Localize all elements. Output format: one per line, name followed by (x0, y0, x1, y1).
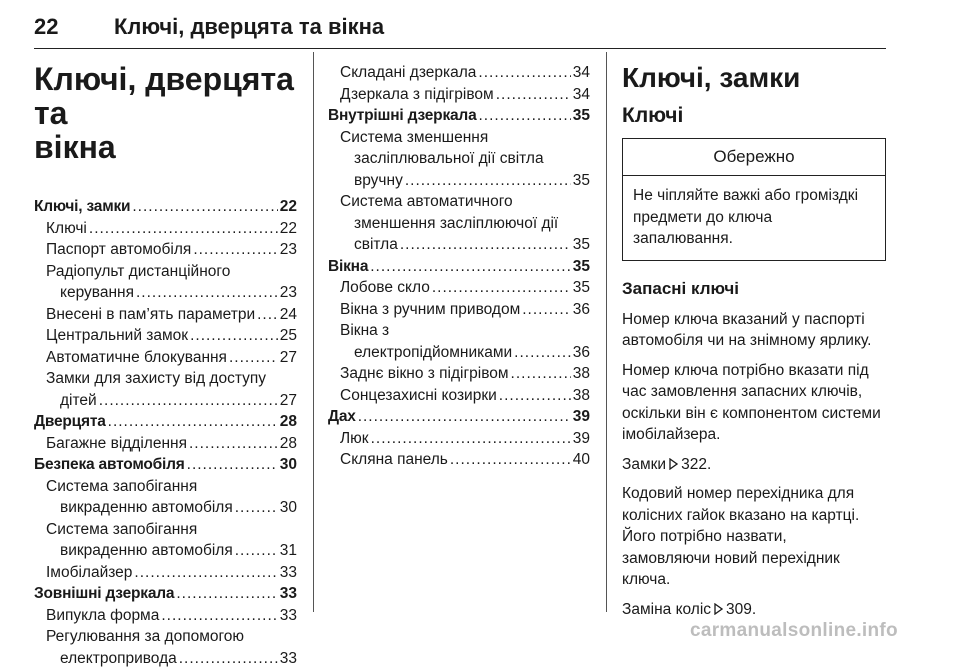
toc-entry-page: 39 (573, 406, 590, 428)
page-number: 22 (34, 14, 58, 40)
toc-entry-label[interactable]: Замки для захисту від доступу (34, 368, 297, 390)
toc-leader-dots (190, 325, 278, 347)
para-line: колісних гайок вказано на картці. (622, 505, 886, 527)
toc-list (328, 62, 590, 471)
toc-leader-dots (193, 239, 277, 261)
toc-entry-page: 38 (573, 385, 590, 407)
ref-label: Заміна коліс (622, 601, 711, 618)
toc-entry[interactable] (34, 304, 297, 326)
toc-entry-label: Внесені в пам’ять параметри (46, 304, 255, 326)
toc-entry-label[interactable]: засліплювальної дії світла (328, 148, 590, 170)
toc-entry-label: Внутрішні дзеркала (328, 105, 477, 127)
toc-leader-dots (405, 170, 571, 192)
toc-entry-page: 30 (280, 454, 297, 476)
page-reference-arrow-icon (714, 603, 723, 615)
toc-entry-page: 34 (573, 84, 590, 106)
toc-entry[interactable] (328, 299, 590, 321)
toc-entry-label: керування (60, 282, 134, 304)
toc-entry[interactable] (34, 454, 297, 476)
toc-entry-page: 39 (573, 428, 590, 450)
toc-entry-label: Ключі, замки (34, 196, 130, 218)
toc-entry[interactable] (34, 390, 297, 412)
paragraph (622, 483, 886, 591)
warning-text (623, 176, 885, 260)
para-line: імобілайзера. (622, 424, 886, 446)
toc-entry[interactable] (328, 428, 590, 450)
toc-entry[interactable] (328, 363, 590, 385)
paragraph-reference (622, 599, 886, 621)
toc-entry-label: Дверцята (34, 411, 106, 433)
toc-entry-label[interactable]: Радіопульт дистанційного (34, 261, 297, 283)
toc-entry-page: 28 (280, 411, 297, 433)
toc-entry[interactable] (328, 84, 590, 106)
toc-entry-page: 27 (280, 347, 297, 369)
toc-entry-label: електропідйомниками (354, 342, 512, 364)
toc-entry-page: 22 (280, 218, 297, 240)
toc-leader-dots (132, 196, 277, 218)
toc-leader-dots (229, 347, 278, 369)
page-header (34, 14, 886, 49)
toc-leader-dots (187, 454, 278, 476)
toc-entry-label[interactable]: Система автоматичного (328, 191, 590, 213)
para-line: автомобіля чи на знімному ярлику. (622, 330, 886, 352)
warning-box (622, 138, 886, 261)
content-column (622, 62, 886, 628)
warning-line: Не чіпляйте важкі або громіздкі (633, 185, 875, 207)
para-line: оскільки він є компонентом системи (622, 403, 886, 425)
toc-entry-label: світла (354, 234, 398, 256)
toc-entry-label: Складані дзеркала (340, 62, 476, 84)
toc-leader-dots (522, 299, 571, 321)
toc-leader-dots (432, 277, 571, 299)
toc-entry[interactable] (328, 234, 590, 256)
toc-entry[interactable] (328, 406, 590, 428)
toc-entry[interactable] (34, 239, 297, 261)
toc-leader-dots (511, 363, 571, 385)
toc-entry-page: 28 (280, 433, 297, 455)
toc-entry[interactable] (34, 218, 297, 240)
para-line: Номер ключа вказаний у паспорті (622, 309, 886, 331)
toc-leader-dots (514, 342, 571, 364)
paragraph (622, 360, 886, 446)
toc-entry-page: 34 (573, 62, 590, 84)
paragraph (622, 309, 886, 352)
toc-entry-page: 24 (280, 304, 297, 326)
toc-entry[interactable] (34, 196, 297, 218)
toc-entry-page: 33 (280, 648, 297, 669)
toc-column-1 (34, 62, 297, 669)
section-subtitle: Ключі (622, 102, 886, 130)
toc-entry[interactable] (328, 342, 590, 364)
column-divider (313, 52, 314, 612)
toc-leader-dots (189, 433, 278, 455)
toc-entry-label: вручну (354, 170, 403, 192)
warning-line: запалювання. (633, 228, 875, 250)
toc-entry-page: 38 (573, 363, 590, 385)
toc-entry-label: Вікна (328, 256, 368, 278)
toc-entry-label: дітей (60, 390, 97, 412)
toc-leader-dots (235, 497, 278, 519)
toc-entry-page: 30 (280, 497, 297, 519)
toc-entry[interactable] (328, 277, 590, 299)
toc-entry-label: Дах (328, 406, 356, 428)
toc-entry-page: 35 (573, 234, 590, 256)
para-line: час замовлення запасних ключів, (622, 381, 886, 403)
toc-entry-label[interactable]: Система запобігання (34, 476, 297, 498)
toc-entry[interactable] (34, 411, 297, 433)
toc-entry-page: 23 (280, 239, 297, 261)
toc-entry-label: Заднє вікно з підігрівом (340, 363, 509, 385)
toc-entry-label: Паспорт автомобіля (46, 239, 191, 261)
toc-leader-dots (370, 256, 571, 278)
toc-entry-label: Лобове скло (340, 277, 430, 299)
toc-entry-label[interactable]: Вікна з (328, 320, 590, 342)
toc-entry[interactable] (34, 325, 297, 347)
toc-entry-label: викраденню автомобіля (60, 540, 233, 562)
warning-line: предмети до ключа (633, 207, 875, 229)
toc-entry[interactable] (34, 605, 297, 627)
toc-entry-label: Зовнішні дзеркала (34, 583, 174, 605)
toc-entry[interactable] (34, 540, 297, 562)
toc-entry-label: Дзеркала з підігрівом (340, 84, 494, 106)
toc-entry-label: Безпека автомобіля (34, 454, 185, 476)
page-reference-arrow-icon (669, 458, 678, 470)
subsection-title: Запасні ключі (622, 277, 886, 301)
para-line: Номер ключа потрібно вказати під (622, 360, 886, 382)
toc-entry[interactable] (328, 385, 590, 407)
toc-entry-label[interactable]: Система запобігання (34, 519, 297, 541)
chapter-title (34, 62, 297, 164)
para-line: Кодовий номер перехідника для (622, 483, 886, 505)
toc-entry-label[interactable]: Регулювання за допомогою (34, 626, 297, 648)
toc-leader-dots (450, 449, 571, 471)
toc-entry-page: 40 (573, 449, 590, 471)
ref-page[interactable]: 322. (681, 456, 711, 473)
toc-entry[interactable] (328, 105, 590, 127)
warning-heading: Обережно (623, 139, 885, 176)
chapter-title-line: вікна (34, 130, 297, 164)
toc-column-2 (328, 62, 590, 471)
para-line: замовляючи новий перехідник (622, 548, 886, 570)
toc-entry[interactable] (328, 449, 590, 471)
toc-leader-dots (478, 62, 570, 84)
section-title: Ключі, замки (622, 62, 886, 94)
toc-entry-label: Сонцезахисні козирки (340, 385, 497, 407)
toc-entry[interactable] (34, 497, 297, 519)
paragraph-reference (622, 454, 886, 476)
toc-entry[interactable] (34, 648, 297, 669)
toc-entry-page: 31 (280, 540, 297, 562)
toc-leader-dots (99, 390, 278, 412)
running-title: Ключі, дверцята та вікна (114, 14, 384, 40)
toc-entry[interactable] (34, 282, 297, 304)
toc-entry-label: електропривода (60, 648, 177, 669)
toc-leader-dots (108, 411, 278, 433)
toc-entry-label: Багажне відділення (46, 433, 187, 455)
toc-entry-label: Імобілайзер (46, 562, 132, 584)
para-line: Його потрібно назвати, (622, 526, 886, 548)
toc-leader-dots (496, 84, 571, 106)
watermark: carmanualsonline.info (690, 620, 898, 642)
para-line: ключа. (622, 569, 886, 591)
toc-entry[interactable] (328, 256, 590, 278)
toc-entry[interactable] (34, 433, 297, 455)
ref-page[interactable]: 309. (726, 601, 756, 618)
toc-entry-label[interactable]: Система зменшення (328, 127, 590, 149)
column-divider (606, 52, 607, 612)
toc-entry-page: 27 (280, 390, 297, 412)
toc-leader-dots (479, 105, 571, 127)
toc-entry-page: 22 (280, 196, 297, 218)
toc-entry-page: 33 (280, 562, 297, 584)
toc-leader-dots (358, 406, 571, 428)
toc-entry-page: 35 (573, 277, 590, 299)
toc-entry-label: Випукла форма (46, 605, 159, 627)
toc-entry-label[interactable]: зменшення засліплюючої дії (328, 213, 590, 235)
toc-list (34, 196, 297, 669)
toc-entry[interactable] (328, 62, 590, 84)
toc-entry-page: 25 (280, 325, 297, 347)
toc-leader-dots (235, 540, 278, 562)
toc-entry[interactable] (34, 583, 297, 605)
toc-entry-label: Центральний замок (46, 325, 188, 347)
toc-leader-dots (136, 282, 278, 304)
toc-entry-page: 36 (573, 299, 590, 321)
chapter-title-line: Ключі, дверцята та (34, 62, 297, 130)
toc-entry-label: Вікна з ручним приводом (340, 299, 520, 321)
toc-entry-page: 35 (573, 170, 590, 192)
toc-leader-dots (89, 218, 278, 240)
toc-entry-label: викраденню автомобіля (60, 497, 233, 519)
toc-entry-label: Скляна панель (340, 449, 448, 471)
toc-entry[interactable] (34, 562, 297, 584)
toc-entry-page: 36 (573, 342, 590, 364)
toc-entry-page: 33 (280, 605, 297, 627)
toc-entry-label: Люк (340, 428, 369, 450)
toc-entry-page: 23 (280, 282, 297, 304)
toc-leader-dots (499, 385, 571, 407)
toc-leader-dots (371, 428, 571, 450)
toc-leader-dots (257, 304, 278, 326)
toc-leader-dots (179, 648, 278, 669)
toc-entry-label: Автоматичне блокування (46, 347, 227, 369)
toc-entry[interactable] (328, 170, 590, 192)
toc-leader-dots (161, 605, 277, 627)
toc-entry-page: 35 (573, 105, 590, 127)
toc-entry-page: 35 (573, 256, 590, 278)
ref-label: Замки (622, 456, 666, 473)
toc-entry[interactable] (34, 347, 297, 369)
toc-entry-label: Ключі (46, 218, 87, 240)
toc-entry-page: 33 (280, 583, 297, 605)
toc-leader-dots (176, 583, 277, 605)
toc-leader-dots (400, 234, 571, 256)
toc-leader-dots (134, 562, 277, 584)
